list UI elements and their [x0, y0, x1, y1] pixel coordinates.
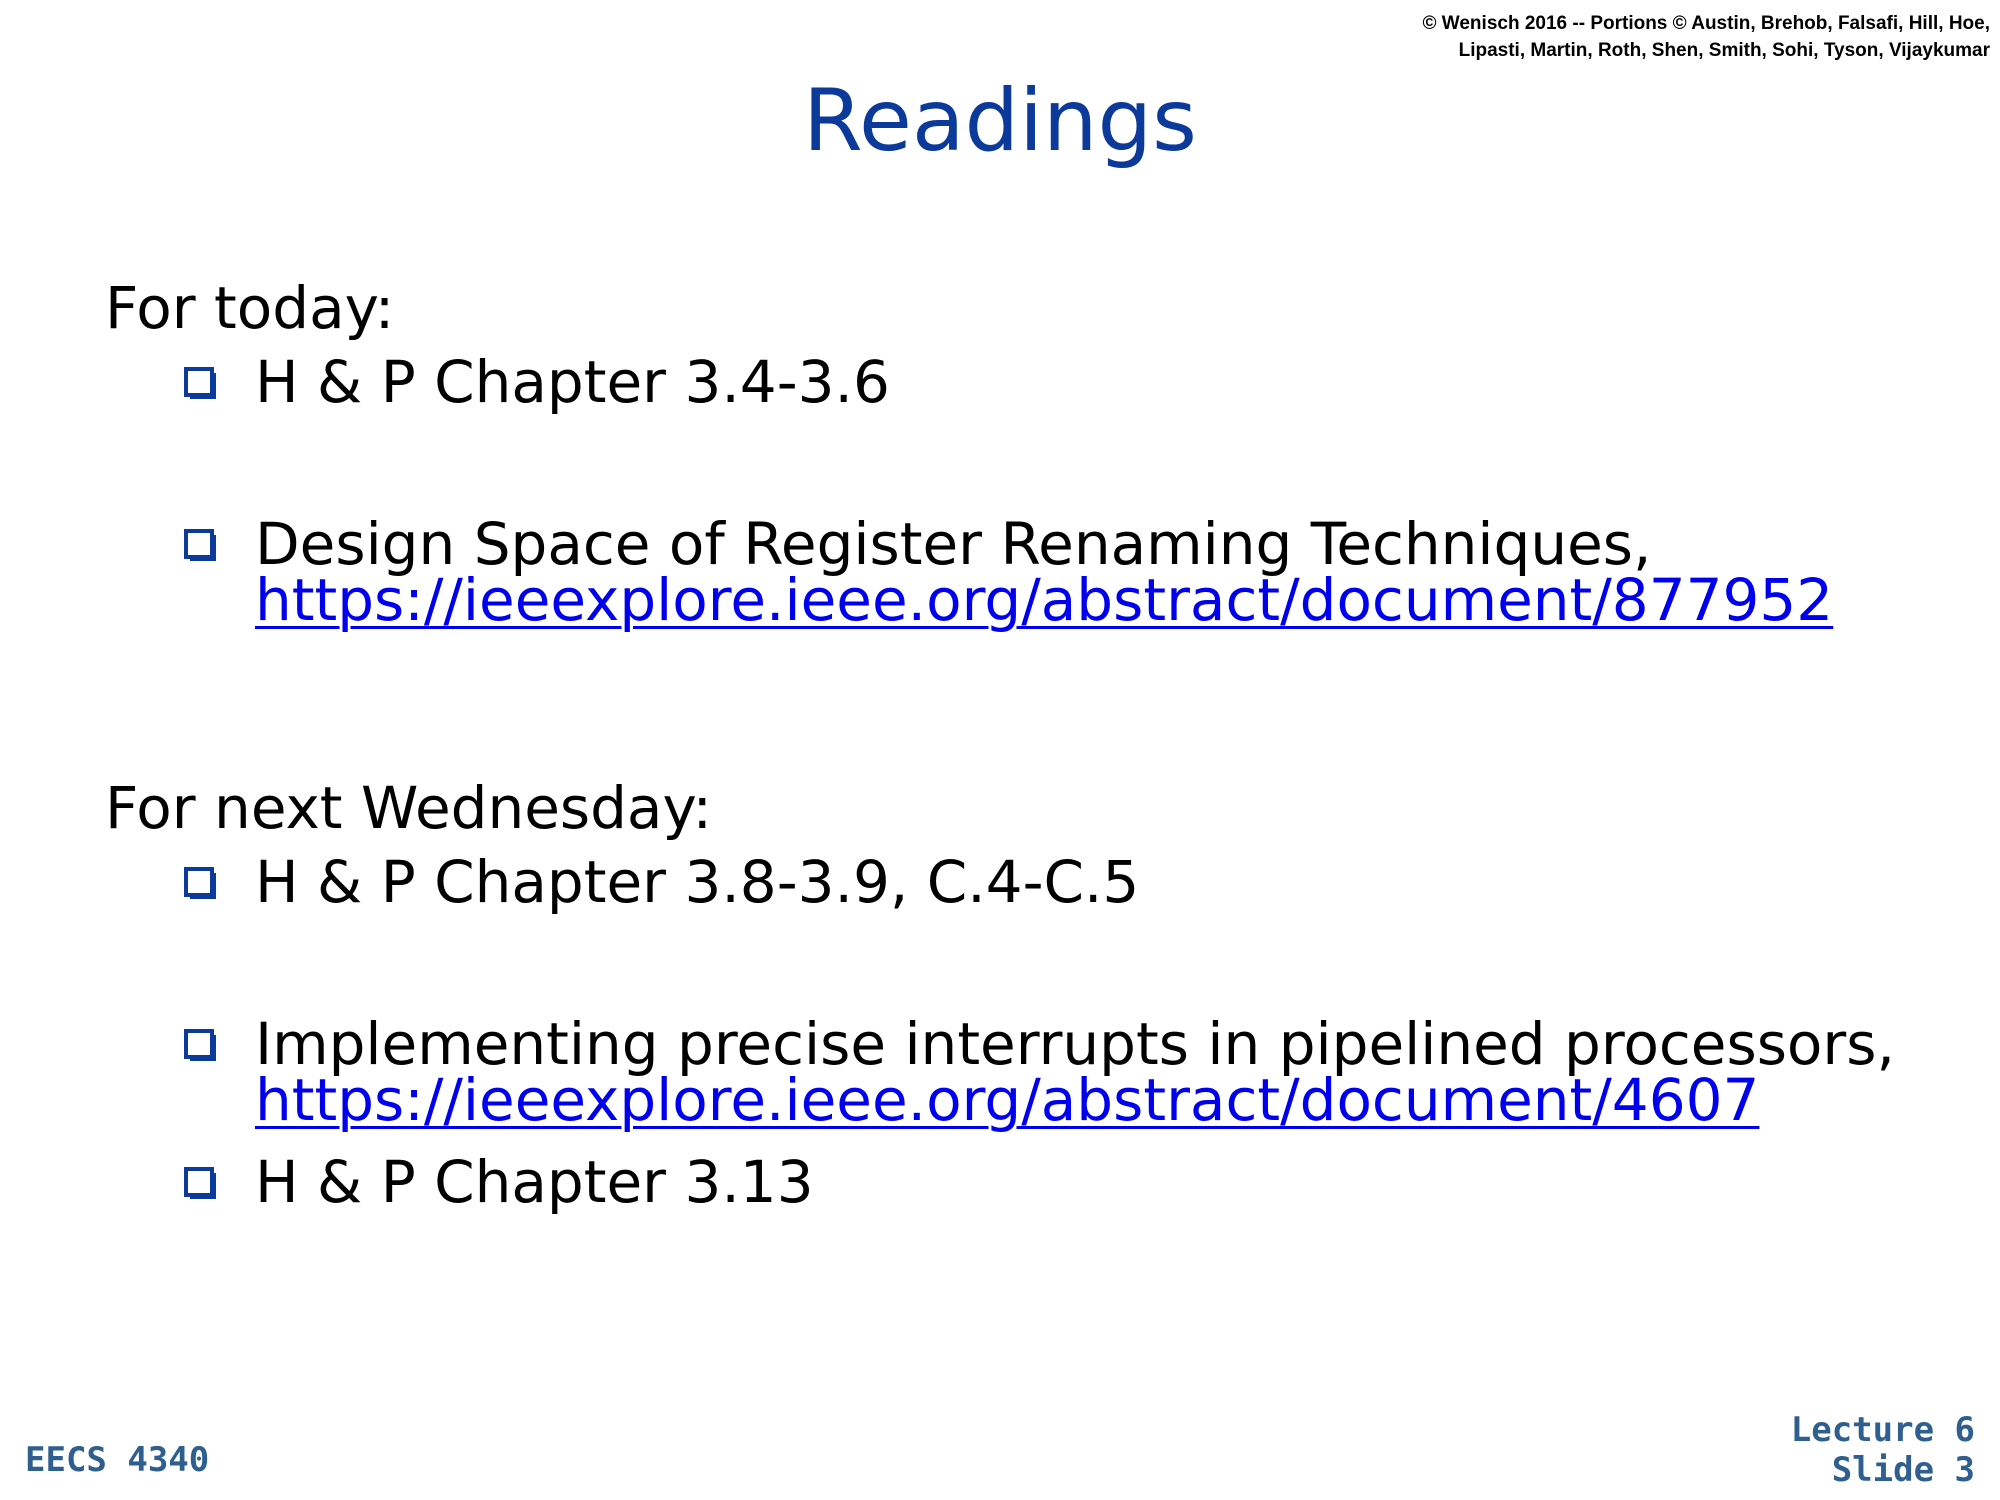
list-item [105, 1148, 1965, 1216]
reading-text: Design Space of Register Renaming Techniques, [255, 510, 1652, 578]
checkbox-bullet-icon [183, 366, 219, 402]
list-item [105, 1010, 1965, 1134]
reading-text: H & P Chapter 3.13 [255, 1148, 814, 1216]
slide-info [1791, 1410, 1975, 1490]
list-item [105, 510, 1965, 634]
checkbox-bullet-icon [183, 528, 219, 564]
slide-title: Readings [803, 71, 1197, 171]
section-heading-today: For today: [105, 274, 395, 342]
reading-link[interactable]: https://ieeexplore.ieee.org/abstract/document/4607 [255, 1066, 1760, 1134]
reading-text: Implementing precise interrupts in pipelined processors, [255, 1010, 1895, 1078]
section-heading-next-wednesday: For next Wednesday: [105, 774, 713, 842]
copyright-line-1: © Wenisch 2016 -- Portions © Austin, Brehob, Falsafi, Hill, Hoe, [1422, 13, 1990, 34]
checkbox-bullet-icon [183, 1166, 219, 1202]
list-item [105, 848, 1965, 916]
slide-number: Slide 3 [1831, 1450, 1975, 1490]
checkbox-bullet-icon [183, 866, 219, 902]
course-code: EECS 4340 [25, 1440, 210, 1480]
slide-content [105, 268, 1965, 1216]
reading-text: H & P Chapter 3.8-3.9, C.4-C.5 [255, 848, 1140, 916]
reading-text: H & P Chapter 3.4-3.6 [255, 348, 890, 416]
reading-link[interactable]: https://ieeexplore.ieee.org/abstract/document/877952 [255, 566, 1834, 634]
copyright-line-2: Lipasti, Martin, Roth, Shen, Smith, Sohi, Tyson, Vijaykumar [1458, 40, 1990, 61]
list-item [105, 348, 1965, 416]
copyright-notice [1423, 10, 1991, 64]
lecture-number: Lecture 6 [1790, 1410, 1975, 1450]
checkbox-bullet-icon [183, 1028, 219, 1064]
